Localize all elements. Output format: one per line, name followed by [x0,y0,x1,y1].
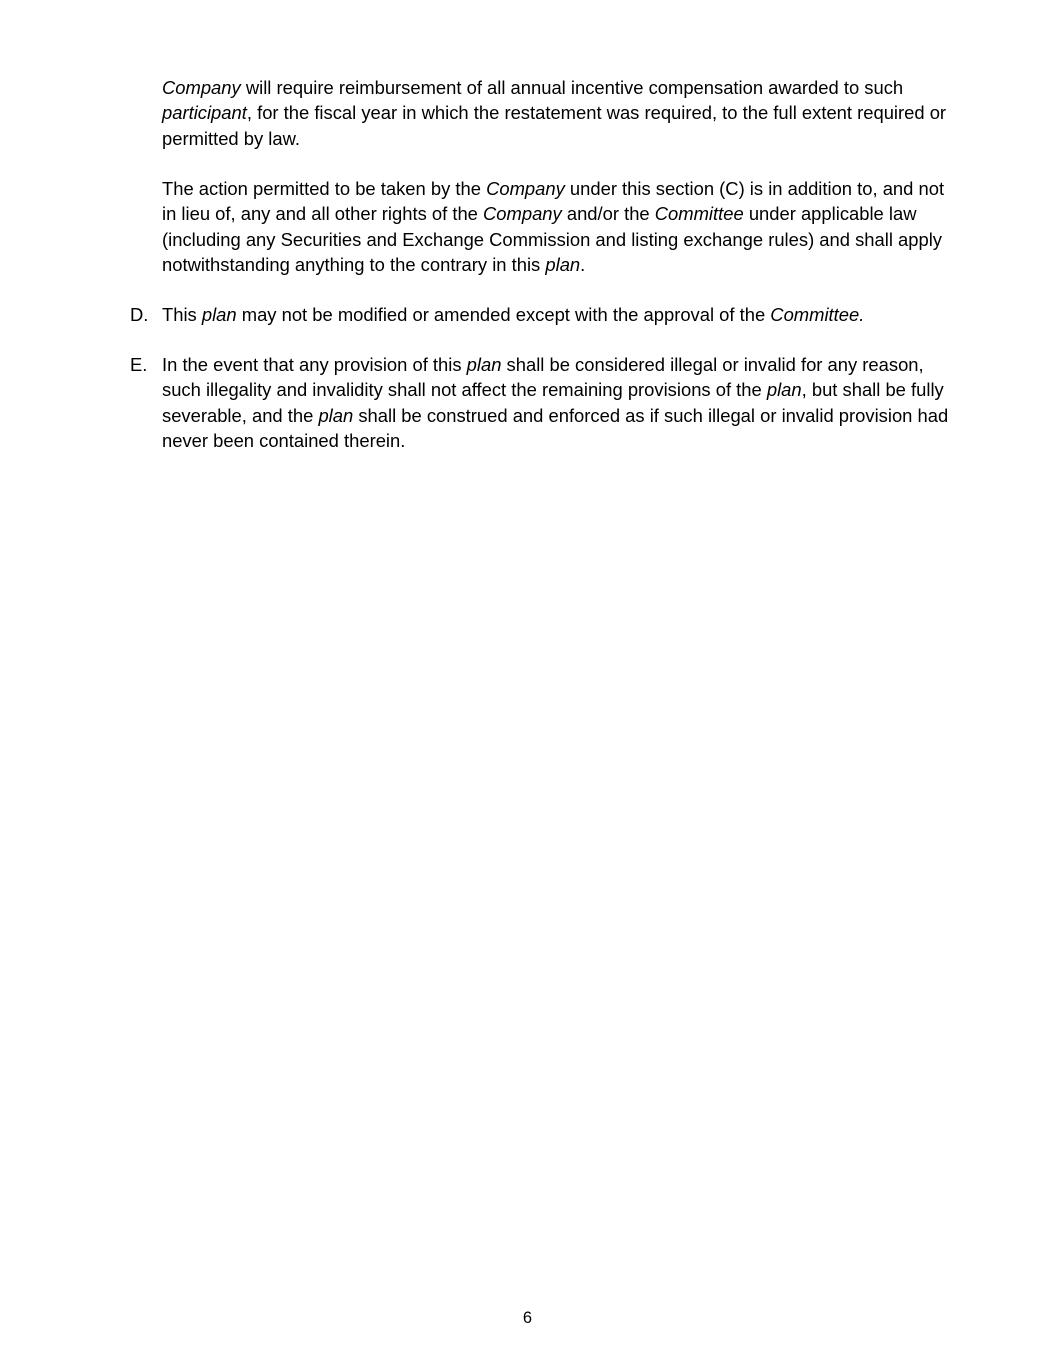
item-e-text: In the event that any provision of this plan shall be considered illegal or invalid for any reason, such illegality and invalidity shall not affect the remaining provisions of the plan, but shall be fully severable, and the plan shall be construed and enforced as if such illegal or invalid provision had never been contained therein. [162,354,949,451]
paragraph-c-action: The action permitted to be taken by the Company under this section (C) is in addition to, and not in lieu of, any and all other rights of the Company and/or the Committee under applicable law (including any Securities and Exchange Commission and listing exchange rules) and shall apply notwithstanding anything to the contrary in this plan. [162,178,945,275]
term-committee: Committee [654,203,744,225]
term-plan: plan [466,354,502,375]
item-e-label: E. [130,354,148,375]
term-participant: participant [162,102,247,124]
term-plan: plan [318,404,354,426]
item-d-text: This plan may not be modified or amended except with the approval of the Committee. [162,304,865,325]
paragraph-c-continuation: Company will require reimbursement of all annual incentive compensation awarded to such participant, for the fiscal year in which the restatement was required, to the full extent required or permitted by law. [162,77,947,149]
term-company: Company [483,203,562,225]
term-plan: plan [766,379,802,401]
item-d-label: D. [130,304,149,325]
term-company: Company [486,178,565,199]
term-company: Company [162,77,241,98]
term-plan: plan [201,304,237,325]
page-number: 6 [522,1309,533,1327]
term-plan: plan [545,253,581,275]
term-committee: Committee. [770,304,865,325]
